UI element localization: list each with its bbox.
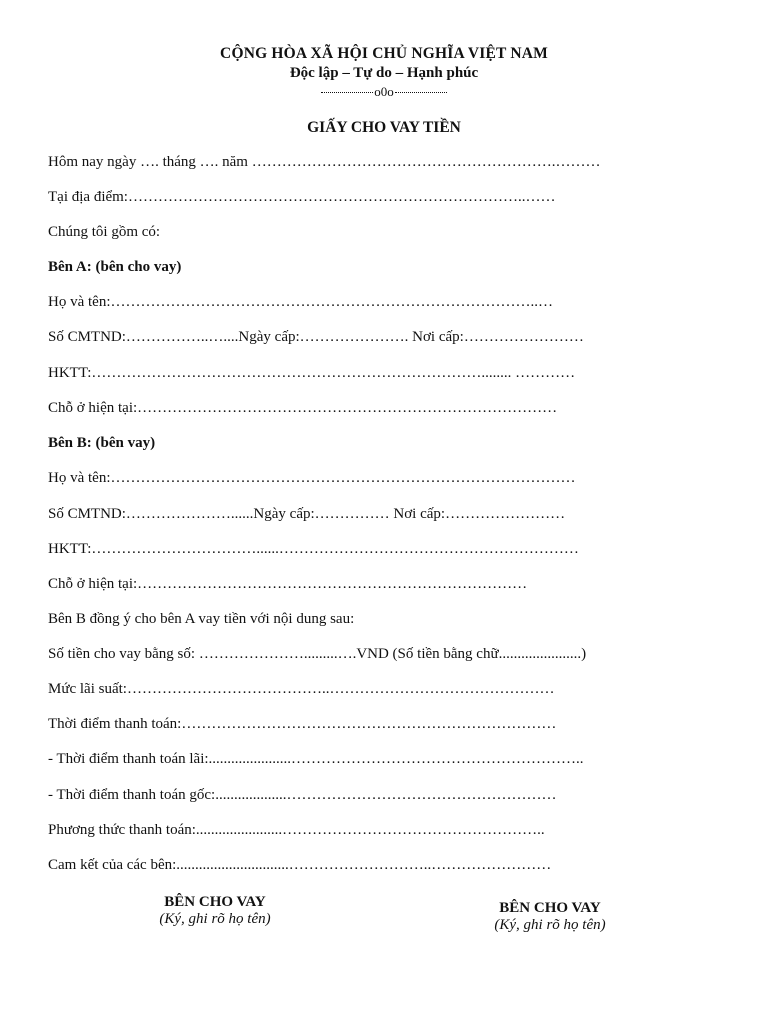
party-b-name: Họ và tên:………………………………………………………………………………… xyxy=(48,470,576,486)
separator-text: o0o xyxy=(374,84,394,99)
lender-signature-block xyxy=(95,894,335,928)
agreement-line: Bên B đồng ý cho bên A vay tiền với nội dung sau: xyxy=(48,611,355,627)
separator-right-line xyxy=(395,92,447,93)
party-b-id: Số CMTND:…………………......Ngày cấp:…………… Nơi cấp:…………………… xyxy=(48,506,566,522)
commitment-line: Cam kết của các bên:..............................………………………..…………………… xyxy=(48,857,552,873)
document-title: GIẤY CHO VAY TIỀN xyxy=(307,119,461,136)
principal-payment-time-line: - Thời điểm thanh toán gốc:...................……………………………………………… xyxy=(48,787,557,803)
party-a-name: Họ và tên:…………………………………………………………………………..… xyxy=(48,294,553,310)
party-a-residence: Chỗ ở hiện tại:………………………………………………………………………… xyxy=(48,400,558,416)
borrower-signature-title: BÊN CHO VAY xyxy=(499,900,601,916)
borrower-signature-block xyxy=(430,900,670,934)
party-a-hktt: HKTT:……………………………………………………………………........ ………… xyxy=(48,365,576,381)
interest-rate-line: Mức lãi suất:…………………………………..……………………………………… xyxy=(48,681,555,697)
lender-signature-subtitle: (Ký, ghi rõ họ tên) xyxy=(159,911,271,927)
payment-method-line: Phương thức thanh toán:.......................…………………………………………….. xyxy=(48,822,545,838)
separator-left-line xyxy=(321,92,373,93)
amount-line: Số tiền cho vay bằng số: ………………….........….VND (Số tiền bằng chữ......................) xyxy=(48,646,587,662)
party-b-residence: Chỗ ở hiện tại:…………………………………………………………………… xyxy=(48,576,528,592)
payment-time-line: Thời điểm thanh toán:………………………………………………………………… xyxy=(48,716,557,732)
party-a-id: Số CMTND:……………..…....Ngày cấp:…………………. Nơi cấp:…………………… xyxy=(48,329,584,345)
party-a-heading: Bên A: (bên cho vay) xyxy=(48,259,182,275)
separator xyxy=(0,84,768,100)
motto: Độc lập – Tự do – Hạnh phúc xyxy=(289,65,479,81)
party-b-heading: Bên B: (bên vay) xyxy=(48,435,156,451)
interest-payment-time-line: - Thời điểm thanh toán lãi:......................………………………………………………….. xyxy=(48,751,584,767)
lender-signature-title: BÊN CHO VAY xyxy=(164,894,266,910)
place-line: Tại địa điểm:……………………………………………………………………..…… xyxy=(48,189,556,205)
party-b-hktt: HKTT:……………………………......…………………………………………………… xyxy=(48,541,579,557)
date-line: Hôm nay ngày …. tháng …. năm …………………………………………………….……… xyxy=(48,154,601,170)
national-title: CỘNG HÒA XÃ HỘI CHỦ NGHĨA VIỆT NAM xyxy=(220,45,548,62)
borrower-signature-subtitle: (Ký, ghi rõ họ tên) xyxy=(494,917,606,933)
intro-line: Chúng tôi gồm có: xyxy=(48,224,161,240)
